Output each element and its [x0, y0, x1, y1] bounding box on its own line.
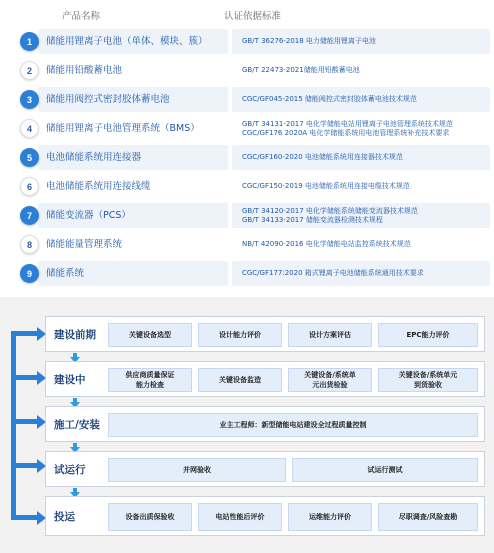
phase-label: 试运行 [54, 463, 86, 476]
row-number-badge: 5 [20, 148, 39, 167]
table-row [18, 174, 476, 199]
product-name: 储能系统 [46, 268, 85, 279]
row-number-badge: 4 [20, 119, 39, 138]
process-box: 设备出质保验收 [108, 503, 192, 531]
standard-line: CGC/GF177:2020 箱式锂离子电池储能系统通用技术要求 [242, 269, 424, 277]
process-box: 关键设备选型 [108, 323, 192, 347]
row-number-badge: 8 [20, 235, 39, 254]
row-number-badge: 7 [20, 206, 39, 225]
standard-line: GB/T 36276-2018 电力储能用锂离子电池 [242, 37, 376, 45]
phase-commissioning [45, 496, 485, 536]
table-row [18, 58, 476, 83]
product-name: 储能变流器（PCS） [46, 210, 131, 221]
process-box: 尽职调查/风险查勘 [378, 503, 478, 531]
row-number-badge: 9 [20, 264, 39, 283]
standard-line: CGC/GF176 2020A 电化学储能系统用电池管理系统补充技术要求 [242, 128, 450, 137]
standard-line: GB/T 34120-2017 电化学储能系统储能变流器技术规范 [242, 206, 418, 215]
flow-loop-line [11, 463, 39, 468]
process-box: 试运行测试 [292, 458, 478, 482]
flow-loop-line [11, 331, 39, 336]
table-row [18, 145, 476, 170]
flow-loop-line [11, 419, 39, 424]
standard-line: NB/T 42090-2016 电化学储能电站监控系统技术规范 [242, 240, 411, 248]
phase-pre-construction [45, 316, 485, 352]
flow-loop-line [11, 515, 39, 520]
flow-loop-line [11, 333, 16, 520]
standard-line: CGC/GF150-2019 电池储能系统用连接电缆技术规范 [242, 182, 410, 190]
product-name: 储能用锂离子电池管理系统（BMS） [46, 123, 200, 134]
table-row [18, 232, 476, 257]
phase-construction-installation [45, 406, 485, 442]
process-box: 业主工程师：新型储能电站建设全过程质量控制 [108, 413, 478, 437]
row-number-badge: 3 [20, 90, 39, 109]
table-row [18, 203, 476, 228]
standard-line: GB/T 22473-2021储能用铅酸蓄电池 [242, 66, 360, 74]
process-box: EPC能力评价 [378, 323, 478, 347]
product-name: 储能能量管理系统 [46, 239, 123, 250]
phase-label: 投运 [54, 510, 75, 523]
phase-label: 建设中 [54, 373, 86, 386]
process-box: 并网验收 [108, 458, 286, 482]
product-name: 储能用阀控式密封胶体蓄电池 [46, 94, 170, 105]
header-certification-standard: 认证依据标准 [224, 11, 282, 22]
row-number-badge: 1 [20, 32, 39, 51]
standard-line: CGC/GF045-2015 储能阀控式密封胶体蓄电池技术规范 [242, 95, 417, 103]
process-box: 电站性能后评价 [198, 503, 282, 531]
header-product-name: 产品名称 [62, 11, 101, 22]
table-row [18, 87, 476, 112]
standard-line: GB/T 34133-2017 储能变流器检测技术规程 [242, 215, 383, 224]
phase-label: 建设前期 [54, 328, 96, 341]
phase-trial-operation [45, 451, 485, 487]
product-name: 电池储能系统用连接线缆 [46, 181, 151, 192]
row-number-badge: 6 [20, 177, 39, 196]
product-name: 电池储能系统用连接器 [46, 152, 142, 163]
process-box: 设计方案评估 [288, 323, 372, 347]
row-number-badge: 2 [20, 61, 39, 80]
phase-label: 施工/安装 [54, 418, 100, 431]
process-box: 关键设备/系统单 元出货检验 [288, 368, 372, 392]
flow-loop-line [11, 375, 39, 380]
product-name: 储能用锂离子电池（单体、模块、簇） [46, 36, 208, 47]
product-name: 储能用铅酸蓄电池 [46, 65, 123, 76]
standard-line: CGC/GF160-2020 电池储能系统用连接器技术规范 [242, 153, 403, 161]
process-box: 设计能力评价 [198, 323, 282, 347]
table-row [18, 29, 476, 54]
process-box: 运维能力评价 [288, 503, 372, 531]
phase-under-construction [45, 361, 485, 397]
standard-line: GB/T 34131-2017 电化学储能电站用锂离子电池管理系统技术规范 [242, 119, 453, 128]
table-row [18, 116, 476, 141]
table-row [18, 261, 476, 286]
process-box: 关键设备/系统单元 到货验收 [378, 368, 478, 392]
process-box: 关键设备监造 [198, 368, 282, 392]
construction-process-flow [0, 297, 494, 553]
process-box: 供应商质量保证 能力检查 [108, 368, 192, 392]
